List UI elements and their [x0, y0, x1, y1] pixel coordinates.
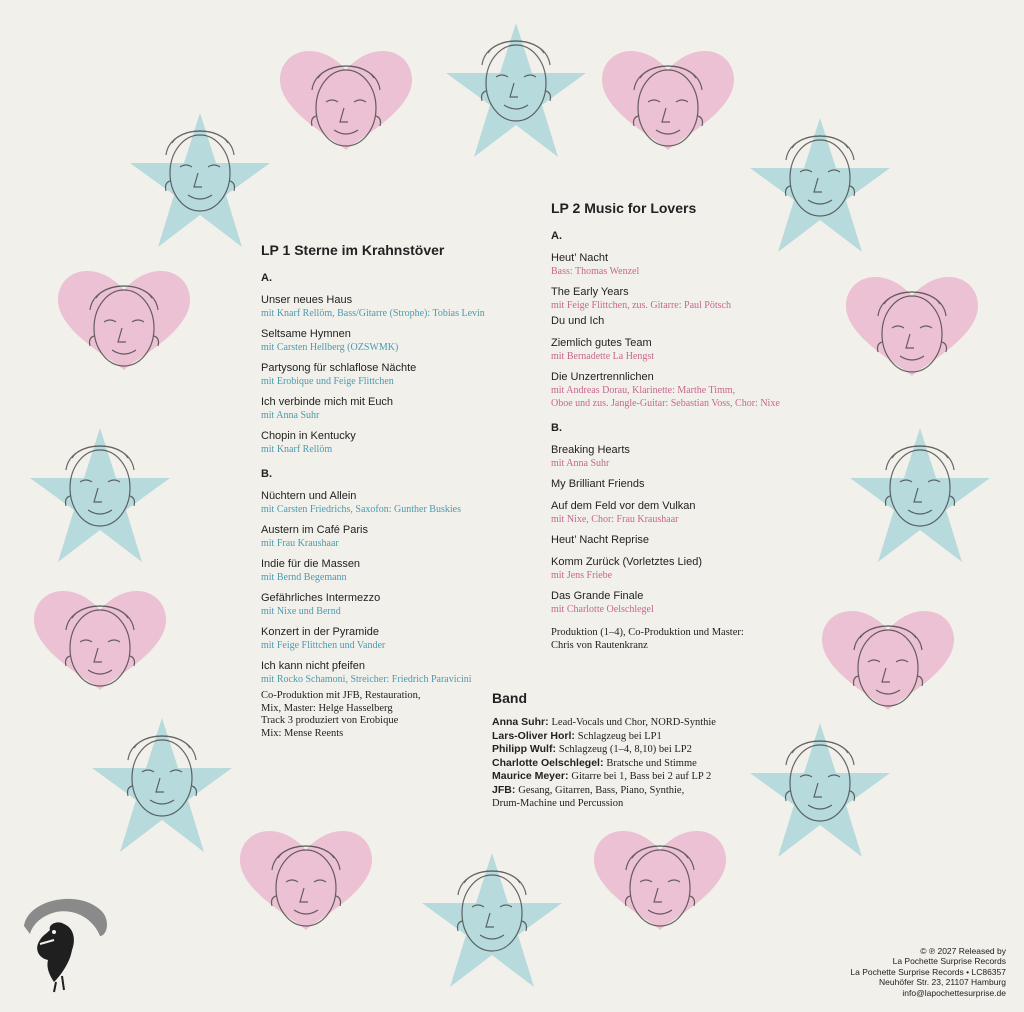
heart-portrait: [58, 271, 190, 370]
member-name: Philipp Wulf:: [492, 743, 556, 755]
track: [551, 555, 831, 582]
heart-portrait: [846, 277, 978, 376]
track-credit: mit Bernadette La Hengst: [551, 351, 655, 362]
track-credit: mit Knarf Rellöm, Bass/Gitarre (Strophe): Tobias Levin: [261, 308, 485, 319]
track: [551, 314, 831, 328]
track-title: Konzert in der Pyramide: [261, 626, 379, 638]
footer-line: © ℗ 2027 Released by: [920, 945, 1006, 956]
member-name: Maurice Meyer:: [492, 770, 569, 782]
track-credit: mit Andreas Dorau, Klarinette: Marthe Timm,: [551, 385, 736, 396]
heart-portrait: [240, 831, 372, 930]
release-info: [850, 946, 1006, 999]
side-label: B.: [551, 422, 562, 434]
star-portrait: [30, 428, 170, 562]
footer-email-link[interactable]: info@lapochettesurprise.de: [902, 987, 1006, 998]
track-title: Chopin in Kentucky: [261, 430, 356, 442]
lp1-title: LP 1 Sterne im Krahnstöver: [261, 242, 445, 258]
track: [261, 293, 531, 320]
member-role: Gitarre bei 1, Bass bei 2 auf LP 2: [571, 771, 712, 782]
track: [261, 429, 531, 456]
heart-portrait: [594, 831, 726, 930]
track-credit: mit Feige Flittchen, zus. Gitarre: Paul Pötsch: [551, 300, 731, 311]
note-line: Co-Produktion mit JFB, Restauration,: [261, 690, 421, 701]
star-portrait: [92, 718, 232, 852]
star-portrait: [750, 723, 890, 857]
track: [261, 523, 531, 550]
member-name: Anna Suhr:: [492, 716, 549, 728]
track-title: Auf dem Feld vor dem Vulkan: [551, 500, 696, 512]
track: [261, 659, 531, 686]
track: [261, 557, 531, 584]
lp1-production-notes: [261, 690, 481, 740]
track-title: Die Unzertrennlichen: [551, 371, 654, 383]
band-member: [492, 757, 752, 771]
track: [551, 336, 831, 363]
track: [551, 589, 831, 616]
track-title: Komm Zurück (Vorletztes Lied): [551, 556, 702, 568]
track-credit: mit Nixe, Chor: Frau Kraushaar: [551, 514, 679, 525]
note-line: Mix, Master: Helge Hasselberg: [261, 702, 393, 714]
band-member: [492, 716, 752, 730]
member-name: Charlotte Oelschlegel:: [492, 756, 604, 769]
track-title: Austern im Café Paris: [261, 524, 368, 536]
track-title: Heut’ Nacht Reprise: [551, 534, 650, 546]
member-role: Drum-Machine und Percussion: [492, 798, 624, 809]
track-title: Du und Ich: [551, 315, 605, 327]
band-title: Band: [492, 690, 527, 706]
band-member: [492, 797, 752, 811]
band-member: [492, 730, 752, 744]
footer-line: La Pochette Surprise Records • LC86357: [850, 966, 1006, 977]
track-credit: mit Jens Friebe: [551, 570, 613, 581]
footer-line: La Pochette Surprise Records: [892, 956, 1006, 966]
band-member: [492, 784, 752, 798]
track-title: Seltsame Hymnen: [261, 328, 351, 340]
track: [261, 489, 531, 516]
track-credit: mit Anna Suhr: [551, 458, 610, 469]
member-role: Gesang, Gitarren, Bass, Piano, Synthie,: [518, 784, 685, 796]
track-title: Gefährliches Intermezzo: [261, 592, 381, 604]
member-role: Schlagzeug (1–4, 8,10) bei LP2: [558, 744, 692, 755]
track: [551, 370, 831, 410]
track-title: Heut’ Nacht: [551, 252, 609, 264]
star-portrait: [130, 113, 270, 247]
track-credit: mit Charlotte Oelschlegel: [551, 604, 654, 615]
track-title: Breaking Hearts: [551, 444, 630, 456]
track-title: Ziemlich gutes Team: [551, 337, 652, 349]
member-name: Lars-Oliver Horl:: [492, 729, 575, 742]
track-title: Ich verbinde mich mit Euch: [261, 396, 394, 408]
member-role: Lead-Vocals und Chor, NORD-Synthie: [551, 717, 716, 728]
track-title: My Brilliant Friends: [551, 478, 645, 490]
track-title: Nüchtern und Allein: [261, 490, 357, 502]
member-role: Schlagzeug bei LP1: [577, 730, 662, 742]
track: [551, 533, 831, 547]
track-title: The Early Years: [551, 286, 629, 298]
track-credit: mit Nixe und Bernd: [261, 606, 341, 617]
track: [551, 251, 831, 278]
track-credit: mit Carsten Friedrichs, Saxofon: Gunther Buskies: [261, 504, 461, 515]
star-portrait: [850, 428, 990, 562]
track: [551, 499, 831, 526]
note-line: Mix: Mense Reents: [261, 727, 344, 739]
track-title: Ich kann nicht pfeifen: [261, 660, 365, 672]
member-role: Bratsche und Stimme: [606, 757, 697, 769]
star-portrait: [446, 23, 586, 157]
note-line: Produktion (1–4), Co-Produktion und Master:: [551, 627, 744, 638]
track-title: Unser neues Haus: [261, 294, 353, 306]
heart-portrait: [602, 51, 734, 150]
lp2-production-notes: [551, 627, 791, 652]
band-member: [492, 743, 752, 757]
side-label: B.: [261, 468, 272, 480]
track-title: Das Grande Finale: [551, 590, 644, 602]
track-credit: mit Rocko Schamoni, Streicher: Friedrich Paravicini: [261, 674, 472, 685]
track-credit: Oboe und zus. Jangle-Guitar: Sebastian Voss, Chor: Nixe: [551, 398, 780, 409]
track-credit: mit Carsten Hellberg (OZSWMK): [261, 342, 399, 353]
lp2-tracklist: [551, 200, 831, 623]
track: [551, 443, 831, 470]
lp2-side-a: [551, 230, 831, 410]
note-line: Chris von Rautenkranz: [551, 639, 648, 651]
track: [551, 285, 831, 312]
lp1-side-b: [261, 468, 531, 686]
track: [261, 395, 531, 422]
track-credit: mit Feige Flittchen und Vander: [261, 640, 386, 651]
track-credit: mit Bernd Begemann: [261, 572, 347, 583]
lp1-side-a: [261, 272, 531, 456]
track-credit: mit Frau Kraushaar: [261, 538, 339, 549]
lp2-title: LP 2 Music for Lovers: [551, 200, 697, 216]
track: [261, 327, 531, 354]
track-credit: Bass: Thomas Wenzel: [551, 266, 640, 277]
member-name: JFB:: [492, 783, 516, 796]
track-title: Indie für die Massen: [261, 558, 361, 570]
track: [261, 625, 531, 652]
track-credit: mit Erobique und Feige Flittchen: [261, 376, 394, 387]
heart-portrait: [34, 591, 166, 690]
lp2-side-b: [551, 422, 831, 616]
side-label: A.: [261, 272, 272, 284]
star-portrait: [422, 853, 562, 987]
note-line: Track 3 produziert von Erobique: [261, 715, 399, 726]
track-title: Partysong für schlaflose Nächte: [261, 362, 417, 374]
heart-portrait: [822, 611, 954, 710]
track-credit: mit Anna Suhr: [261, 410, 320, 421]
band-member: [492, 770, 752, 784]
track-credit: mit Knarf Rellöm: [261, 444, 333, 455]
track: [261, 361, 531, 388]
label-logo: [14, 884, 114, 996]
footer-line: Neuhöfer Str. 23, 21107 Hamburg: [879, 977, 1006, 987]
lp1-tracklist: [261, 242, 531, 693]
track: [551, 477, 831, 491]
track: [261, 591, 531, 618]
band-credits: [492, 690, 752, 811]
heart-portrait: [280, 51, 412, 150]
side-label: A.: [551, 230, 562, 242]
